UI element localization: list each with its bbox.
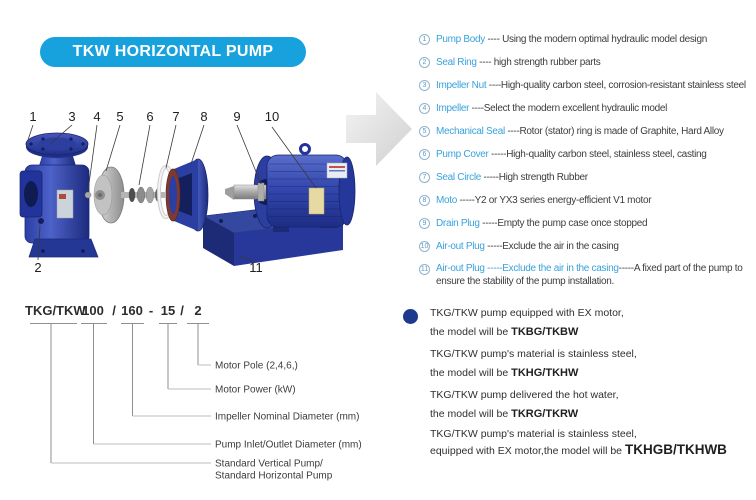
impeller-nut [85, 192, 91, 198]
circled-number: 6 [419, 149, 430, 160]
callout-9: 9 [233, 109, 241, 124]
callout-1: 1 [29, 109, 37, 124]
code-series: TKG/TKW [25, 303, 86, 318]
circled-number: 10 [420, 243, 429, 250]
list-item: 4 Impeller ----Select the modern excellent hydraulic model [419, 102, 755, 115]
label-motor-pole: Motor Pole (2,4,6,) [215, 360, 298, 372]
motor [254, 145, 355, 233]
label-motor-power: Motor Power (kW) [215, 384, 296, 396]
note-paragraph: TKG/TKW pump's material is stainless steel, equipped with EX motor,the model will be TKHGB/TKHWB [430, 428, 727, 457]
variant-notes [400, 300, 752, 462]
list-item: 1 Pump Body ---- Using the modern optimal hydraulic model design [419, 33, 755, 46]
title-banner [40, 37, 306, 67]
note-paragraph: TKG/TKW pump's material is stainless steel, the model will be TKHG/TKHW [430, 348, 637, 379]
model-code-text: TKHGB/TKHWB [624, 442, 727, 457]
model-code-text: TKBG/TKBW [511, 326, 579, 338]
circled-number: 8 [419, 195, 430, 206]
model-code-diagram [18, 298, 368, 493]
code-slash2: / [180, 303, 184, 318]
list-item: 7 Seal Circle -----High strength Rubber [419, 171, 755, 184]
note-paragraph: TKG/TKW pump delivered the hot water, the model will be TKRG/TKRW [430, 389, 619, 420]
exploded-pump-diagram [5, 85, 425, 295]
model-code-text: TKRG/TKRW [511, 408, 579, 420]
shaft [225, 183, 266, 201]
circled-number: 5 [419, 126, 430, 137]
list-item: 5 Mechanical Seal ----Rotor (stator) ring is made of Graphite, Hard Alloy [419, 125, 755, 138]
circled-number: 4 [419, 103, 430, 114]
circled-number: 7 [419, 172, 430, 183]
list-item: 6 Pump Cover -----High-quality carbon steel, stainless steel, casting [419, 148, 755, 161]
list-item: 3 Impeller Nut ----High-quality carbon steel, corrosion-resistant stainless steel [419, 79, 755, 92]
list-item: 9 Drain Plug -----Empty the pump case once stopped [419, 217, 755, 230]
parts-list [419, 33, 755, 298]
callout-7: 7 [172, 109, 180, 124]
code-inlet: 100 [82, 303, 104, 318]
code-power: 15 [160, 303, 176, 318]
model-code-lines [30, 324, 211, 464]
list-item: 10 Air-out Plug -----Exclude the air in the casing [420, 241, 619, 252]
code-pole: 2 [194, 303, 202, 318]
callout-5: 5 [116, 109, 124, 124]
model-code-labels [215, 361, 362, 482]
label-series-1: Standard Vertical Pump/ [215, 458, 323, 470]
note-paragraph: TKG/TKW pump equipped with EX motor, the model will be TKBG/TKBW [430, 307, 624, 338]
callout-2: 2 [34, 260, 42, 275]
label-inlet-diam: Pump Inlet/Outlet Diameter (mm) [215, 439, 362, 451]
callout-4: 4 [93, 109, 101, 124]
code-impeller: 160 [121, 303, 143, 318]
impeller [94, 167, 124, 223]
list-item: 11 Air-out Plug -----Exclude the air in the casing-----A fixed part of the pump to ensure the stability of the pump installation. [420, 263, 743, 287]
circled-number: 3 [419, 80, 430, 91]
page-title: TKW HORIZONTAL PUMP [72, 43, 274, 60]
label-impeller-diam: Impeller Nominal Diameter (mm) [215, 411, 360, 423]
pump-cover [166, 159, 208, 231]
motor-nameplate [309, 188, 324, 214]
circled-number: 1 [419, 34, 430, 45]
model-code-text: TKHG/TKHW [511, 367, 579, 379]
circled-number: 11 [420, 266, 429, 273]
list-item: 2 Seal Ring ---- high strength rubber parts [419, 56, 755, 69]
code-slash: / [112, 303, 116, 318]
code-dash: - [148, 303, 154, 318]
callout-6: 6 [146, 109, 154, 124]
right-arrow-icon [346, 92, 412, 166]
bullet-icon [403, 309, 418, 324]
model-code-segments [25, 303, 202, 318]
label-series-2: Standard Horizontal Pump [215, 470, 333, 482]
list-item: 8 Moto -----Y2 or YX3 series energy-efficient V1 motor [419, 194, 755, 207]
circled-number: 9 [419, 218, 430, 229]
circled-number: 2 [419, 57, 430, 68]
callout-11: 11 [249, 260, 263, 275]
lifting-eye [301, 145, 310, 154]
callout-3: 3 [68, 109, 76, 124]
drain-plug [38, 218, 44, 224]
callout-8: 8 [200, 109, 208, 124]
callout-10: 10 [264, 109, 280, 124]
